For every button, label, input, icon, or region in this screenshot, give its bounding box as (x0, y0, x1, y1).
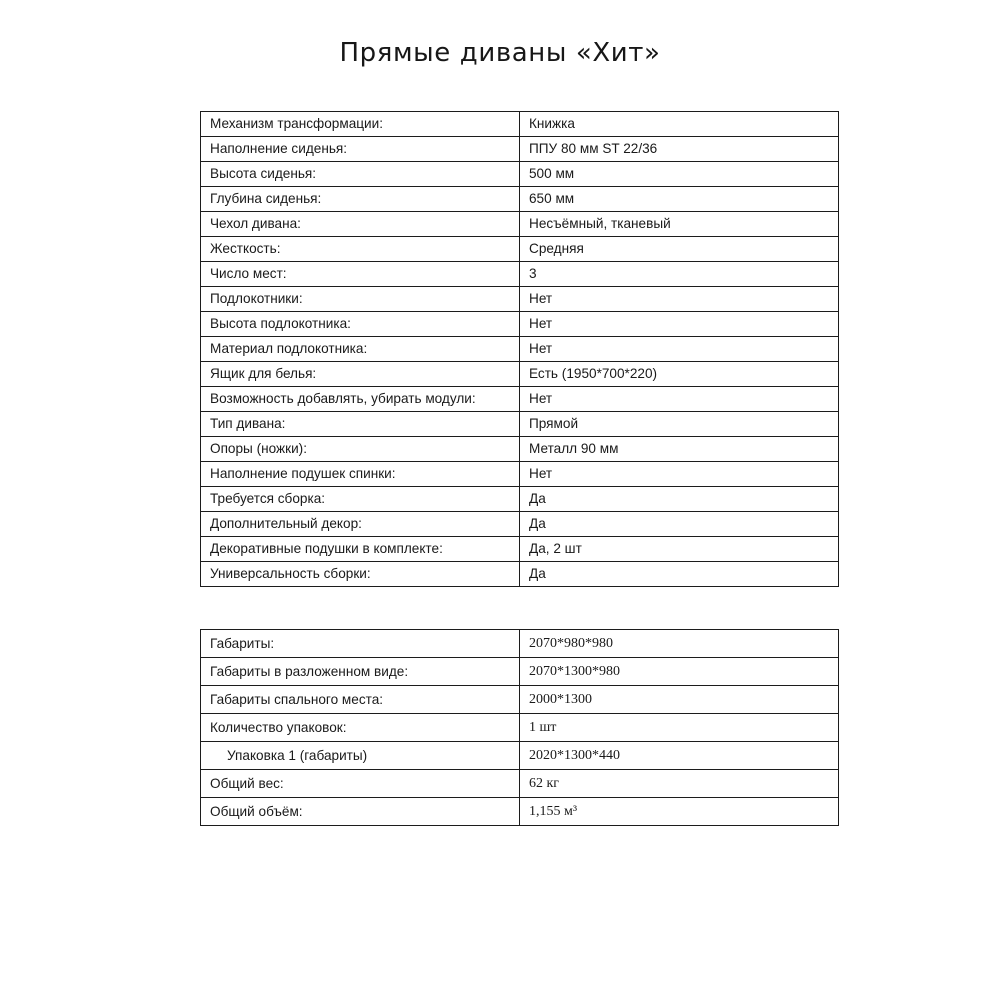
spec-value: Да (520, 512, 839, 537)
spec-value: Средняя (520, 237, 839, 262)
table-row (201, 537, 839, 562)
table-row (201, 412, 839, 437)
table-row (201, 312, 839, 337)
dimension-label-package: Упаковка 1 (габариты) (201, 742, 520, 770)
spec-label: Опоры (ножки): (201, 437, 520, 462)
spec-value: Нет (520, 462, 839, 487)
spec-label: Возможность добавлять, убирать модули: (201, 387, 520, 412)
spec-label: Требуется сборка: (201, 487, 520, 512)
table-row (201, 686, 839, 714)
table-row (201, 362, 839, 387)
spec-label: Ящик для белья: (201, 362, 520, 387)
table-row (201, 387, 839, 412)
spec-value: 3 (520, 262, 839, 287)
spec-value: Нет (520, 337, 839, 362)
specifications-table (200, 111, 839, 587)
spec-label: Чехол дивана: (201, 212, 520, 237)
spec-value: Нет (520, 287, 839, 312)
dimension-label: Габариты спального места: (201, 686, 520, 714)
table-row (201, 187, 839, 212)
table-row (201, 112, 839, 137)
spec-label: Высота сиденья: (201, 162, 520, 187)
table-row (201, 798, 839, 826)
dimension-value: 2000*1300 (520, 686, 839, 714)
table-row (201, 162, 839, 187)
spec-label: Высота подлокотника: (201, 312, 520, 337)
dimension-label: Габариты в разложенном виде: (201, 658, 520, 686)
table-row (201, 137, 839, 162)
table-row (201, 337, 839, 362)
table-row (201, 287, 839, 312)
table-row (201, 212, 839, 237)
table-row (201, 462, 839, 487)
dimension-value: 2070*1300*980 (520, 658, 839, 686)
dimension-label: Количество упаковок: (201, 714, 520, 742)
table-row (201, 630, 839, 658)
spec-label: Тип дивана: (201, 412, 520, 437)
spec-value: Металл 90 мм (520, 437, 839, 462)
dimension-label: Общий вес: (201, 770, 520, 798)
table-row (201, 658, 839, 686)
spec-value: Да (520, 487, 839, 512)
spec-value: Нет (520, 387, 839, 412)
spec-value: Есть (1950*700*220) (520, 362, 839, 387)
spec-value: Да (520, 562, 839, 587)
spec-label: Наполнение подушек спинки: (201, 462, 520, 487)
spec-label: Число мест: (201, 262, 520, 287)
dimension-label: Габариты: (201, 630, 520, 658)
table-row (201, 742, 839, 770)
spec-label: Наполнение сиденья: (201, 137, 520, 162)
spec-label: Декоративные подушки в комплекте: (201, 537, 520, 562)
spec-label: Универсальность сборки: (201, 562, 520, 587)
spec-value: Да, 2 шт (520, 537, 839, 562)
spec-value: ППУ 80 мм ST 22/36 (520, 137, 839, 162)
table-row (201, 237, 839, 262)
spec-label: Глубина сиденья: (201, 187, 520, 212)
page-title: Прямые диваны «Хит» (339, 38, 661, 68)
table-row (201, 437, 839, 462)
spec-label: Жесткость: (201, 237, 520, 262)
dimension-value: 2070*980*980 (520, 630, 839, 658)
spec-value: 650 мм (520, 187, 839, 212)
table-row (201, 562, 839, 587)
dimension-value: 2020*1300*440 (520, 742, 839, 770)
dimension-value: 1 шт (520, 714, 839, 742)
spec-value: Книжка (520, 112, 839, 137)
spec-label: Подлокотники: (201, 287, 520, 312)
dimensions-table (200, 629, 839, 826)
spec-value: Несъёмный, тканевый (520, 212, 839, 237)
spec-label: Дополнительный декор: (201, 512, 520, 537)
table-row (201, 512, 839, 537)
dimension-label: Общий объём: (201, 798, 520, 826)
table-row (201, 487, 839, 512)
spec-value: Прямой (520, 412, 839, 437)
spec-value: 500 мм (520, 162, 839, 187)
dimension-value: 62 кг (520, 770, 839, 798)
dimension-value-volume: 1,155 м³ (520, 798, 839, 826)
spec-label: Механизм трансформации: (201, 112, 520, 137)
spec-value: Нет (520, 312, 839, 337)
table-row (201, 714, 839, 742)
table-row (201, 262, 839, 287)
spec-label: Материал подлокотника: (201, 337, 520, 362)
table-row (201, 770, 839, 798)
